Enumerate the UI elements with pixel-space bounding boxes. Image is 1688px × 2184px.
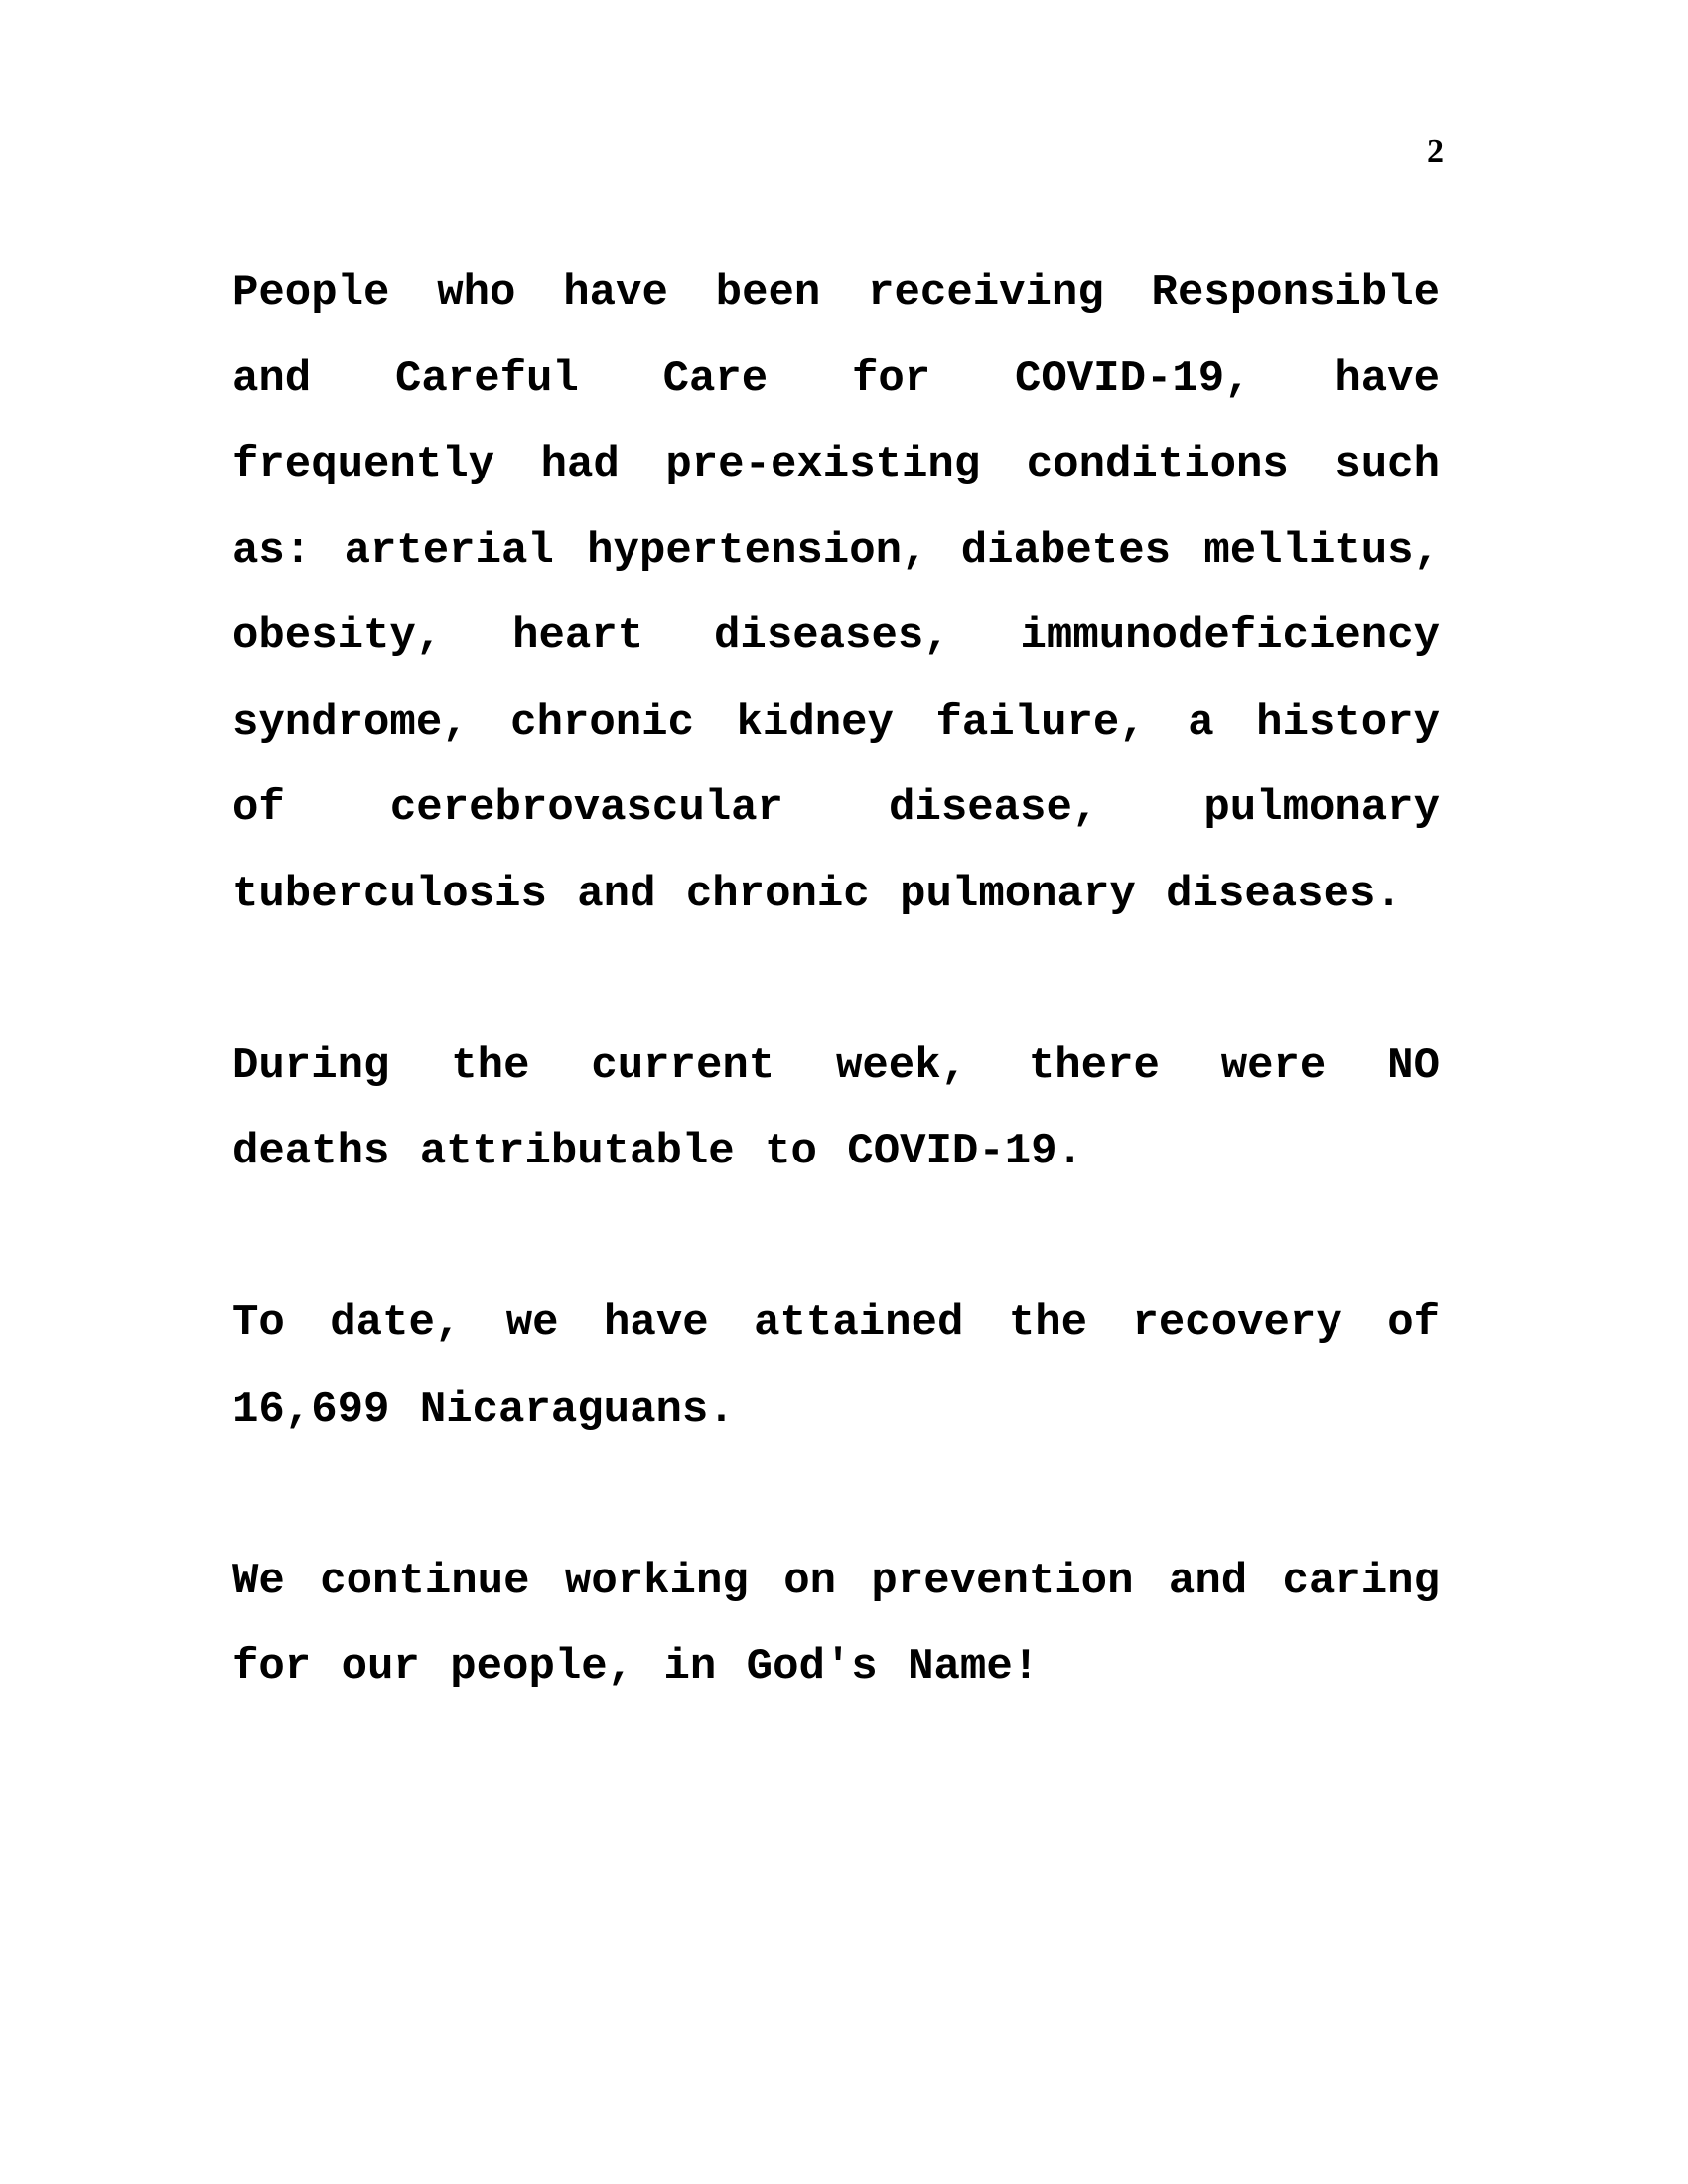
paragraph-deaths: During the current week, there were NO deaths attributable to COVID-19. [232,1040,1440,1176]
paragraph-preexisting-conditions: People who have been receiving Responsible and Careful Care for COVID-19, have frequently had pre-existing conditions such as: arterial hypertension, diabetes mellitus, obesity, heart diseases, immunodeficiency syndrome, chronic kidney failure, a history of cerebrovascular disease, pulmonary tuberculosis and chronic pulmonary diseases. [232,268,1440,919]
document-body [232,250,1440,1710]
paragraph-recoveries: To date, we have attained the recovery of 16,699 Nicaraguans. [232,1298,1440,1434]
page-number: 2 [1427,133,1444,170]
paragraph-closing: We continue working on prevention and caring for our people, in God's Name! [232,1556,1440,1692]
